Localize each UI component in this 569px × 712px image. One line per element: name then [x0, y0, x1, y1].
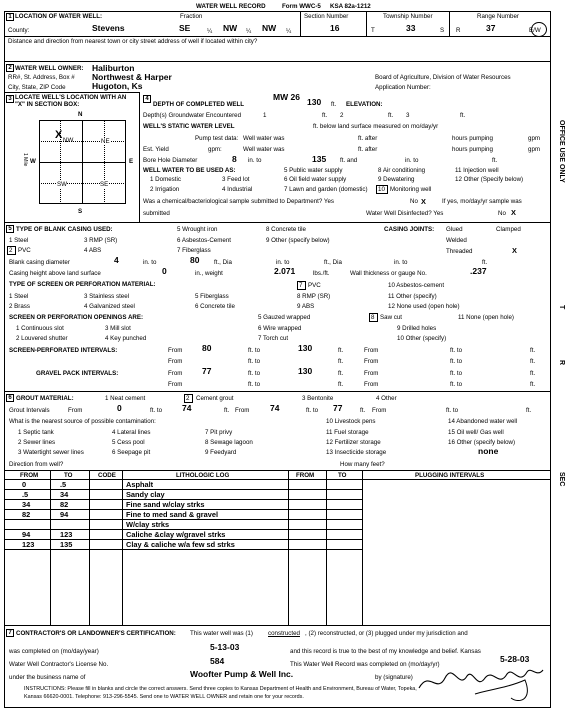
gw-ft-2: ft. [388, 112, 394, 119]
license-label: Water Well Contractor's License No. [9, 661, 109, 668]
gravel-intervals-label: GRAVEL PACK INTERVALS: [36, 370, 119, 377]
side-t-label: T [558, 305, 565, 310]
spi-ft-to-4: ft. to [450, 358, 463, 365]
log-row-to: 94 [60, 510, 69, 519]
gi-ft-to-3: ft. to [446, 407, 459, 414]
form-number: Form WWC-5 [282, 3, 321, 10]
south-label: S [78, 208, 83, 215]
blank-ft: ft. [482, 259, 488, 266]
borehole-value: 8 [232, 154, 237, 164]
gpi-from-2: From [364, 370, 379, 377]
quarter-mark-3: ¼ [286, 28, 292, 35]
monitoring-well-id: MW 26 [273, 92, 300, 102]
record-date-label: This Water Well Record was completed on (mo/day/yr) [290, 661, 440, 668]
quarter-mark-2: ¼ [246, 28, 252, 35]
gpi-from-4: From [364, 381, 379, 388]
borehole-ft-and: ft. and [340, 157, 358, 164]
blank-in-to-3: in. to [394, 259, 408, 266]
casing-2-number: 2 [9, 247, 13, 254]
casing-height-label: Casing height above land surface [9, 270, 101, 277]
grout-label: GROUT MATERIAL: [16, 395, 74, 402]
log-row-to: 135 [60, 540, 73, 549]
blank-in-to-2: in. to [276, 259, 290, 266]
screen-type-label: TYPE OF SCREEN OR PERFORATION MATERIAL: [9, 281, 156, 288]
section-number-1: 1 [6, 13, 14, 21]
nw-label: NW [63, 137, 74, 144]
form-border [4, 11, 551, 708]
form-title: WATER WELL RECORD [196, 3, 266, 10]
township-prefix: T [371, 27, 375, 34]
township-value: 33 [406, 23, 416, 33]
range-value: 37 [486, 23, 496, 33]
log-header-code: CODE [98, 472, 116, 479]
screen-7: PVC [308, 282, 321, 289]
section-number-6: 6 [6, 394, 14, 402]
joint-glued: Glued [446, 226, 463, 233]
screen-1: 1 Steel [9, 293, 29, 300]
gi1-from-value: 0 [117, 403, 122, 413]
gpi-to-value: 130 [298, 366, 313, 376]
spi-from-2: From [364, 347, 379, 354]
opening-8-number: 8 [371, 314, 375, 321]
contam-6: 6 Seepage pit [112, 449, 151, 456]
gi-ft-from: ft. [224, 407, 230, 414]
section-number-7: 7 [6, 629, 14, 637]
opening-4: 4 Key punched [105, 335, 147, 342]
gpi-ft-1: ft. [338, 370, 344, 377]
log-header-litho: LITHOLOGIC LOG [176, 472, 230, 479]
casing-height-value: 0 [162, 266, 167, 276]
se-label: SE [100, 181, 109, 188]
casing-9: 9 Other (specify below) [266, 237, 330, 244]
gpi-ft-3: ft. [338, 381, 344, 388]
direction-label: Direction from well? [9, 461, 64, 468]
certification-text-1: This water well was (1) [190, 630, 253, 637]
spi-ft-3: ft. [338, 358, 344, 365]
contam-13: 13 Insecticide storage [326, 449, 387, 456]
gi-ft-to-2: ft. to [306, 407, 319, 414]
log-row-desc: Fine sand w/clay strks [126, 500, 205, 509]
county-value: Stevens [92, 23, 125, 33]
sw-label: SW [57, 181, 67, 188]
log-row-to: 34 [60, 490, 69, 499]
opening-8: Saw cut [380, 314, 403, 321]
section-number-3: 3 [6, 95, 14, 103]
log-row-from: 94 [22, 530, 31, 539]
gw-3: 3 [406, 112, 410, 119]
opening-7: 7 Torch cut [258, 335, 289, 342]
use-4: 4 Industrial [222, 186, 253, 193]
log-row-desc: Caliche &clay w/gravel strks [126, 530, 226, 539]
use-12: 12 Other (Specify below) [455, 176, 524, 183]
opening-10: 10 Other (specify) [397, 335, 447, 342]
log-row-to: .5 [60, 480, 67, 489]
blank-to-value: 80 [190, 255, 200, 265]
log-row-desc: W/clay strks [126, 520, 170, 529]
log-row-desc: Asphalt [126, 480, 154, 489]
casing-type-label: TYPE OF BLANK CASING USED: [16, 226, 113, 233]
spi-to-value: 130 [298, 343, 313, 353]
casing-joints-label: CASING JOINTS: [384, 226, 435, 233]
gpi-ft-4: ft. [530, 381, 536, 388]
quarter-mark-1: ¼ [207, 28, 213, 35]
locate-label: LOCATE WELL'S LOCATION WITH AN "X" IN SECTION BOX: [15, 94, 127, 108]
gi-ft-to-1: ft. to [150, 407, 163, 414]
log-header-from: FROM [20, 472, 39, 479]
use-1: 1 Domestic [150, 176, 181, 183]
gpi-from-1: From [168, 370, 183, 377]
completed-label: was completed on (mo/day/year) [9, 648, 99, 655]
log-row-from: 82 [22, 510, 31, 519]
casing-lbs-ft: lbs./ft. [313, 270, 330, 277]
gw-2: 2 [340, 112, 344, 119]
wall-thickness-value: .237 [470, 266, 487, 276]
log-row-from: 123 [22, 540, 35, 549]
grout-2-number: 2 [186, 395, 190, 402]
instructions-line-1: INSTRUCTIONS: Please fill in blanks and circle the correct answers. Send three copies to Kansas Department of Health and Environment, Bureau of Water, Topeka, [24, 686, 417, 692]
pump-ft-after: ft. after [358, 135, 378, 142]
signature-label: by (signature) [375, 674, 413, 681]
spi-from-3: From [168, 358, 183, 365]
gpi-from-value: 77 [202, 366, 212, 376]
contam-7: 7 Pit privy [205, 429, 233, 436]
west-label: W [30, 158, 36, 165]
quarter-2-value: NW [223, 23, 238, 33]
depth-label: DEPTH OF COMPLETED WELL [153, 101, 245, 108]
depth-value: 130 [307, 97, 322, 107]
casing-weight-value: 2.071 [274, 266, 296, 276]
pump-well-water: Well water was [243, 135, 285, 142]
gpi-ft-to-1: ft. to [248, 370, 261, 377]
opening-1: 1 Continuous slot [16, 325, 64, 332]
gi-from-1: From [68, 407, 83, 414]
borehole-to-value: 135 [312, 154, 327, 164]
grout-2: Cement grout [196, 395, 234, 402]
gi1-to-value: 74 [182, 403, 192, 413]
gi-ft-2: ft. [360, 407, 366, 414]
bact-label: Was a chemical/bacteriological sample submitted to Department? Yes [143, 198, 334, 205]
contam-2: 2 Sewer lines [18, 439, 56, 446]
log-row-from: .5 [22, 490, 29, 499]
groundwater-label: Depth(s) Groundwater Encountered [143, 112, 242, 119]
log-row-desc: Clay & caliche w/a few sd strks [126, 540, 235, 549]
pump-hours: hours pumping [452, 135, 493, 142]
submitted-label: submitted [143, 210, 170, 217]
log-row-desc: Sandy clay [126, 490, 165, 499]
blank-ft-dia-2: ft., Dia [324, 259, 342, 266]
grout-1: 1 Neat cement [105, 395, 146, 402]
screen-9: 9 ABS [297, 303, 315, 310]
section-number-5: 5 [6, 225, 14, 233]
fraction-label: Fraction [180, 13, 203, 20]
joint-welded: Welded [446, 237, 467, 244]
county-label: County: [8, 27, 30, 34]
use-label: WELL WATER TO BE USED AS: [143, 167, 236, 174]
quarter-3-value: NW [262, 23, 277, 33]
borehole-ft: ft. [492, 157, 498, 164]
owner-value: Haliburton [92, 63, 135, 73]
wall-thickness-label: Wall thickness or gauge No. [350, 270, 427, 277]
completed-value: 5-13-03 [210, 642, 240, 652]
screen-12: 12 None used (open hole) [388, 303, 460, 310]
contam-15: 15 Oil well/ Gas well [448, 429, 504, 436]
section-number-2: 2 [6, 64, 14, 72]
grout-3: 3 Bentonite [302, 395, 334, 402]
address-value: Northwest & Harper [92, 72, 172, 82]
spi-ft-to-2: ft. to [450, 347, 463, 354]
range-prefix: R [456, 27, 461, 34]
bact-x: X [421, 197, 426, 206]
signature-image [415, 660, 550, 705]
gpi-ft-to-3: ft. to [248, 381, 261, 388]
township-direction: S [440, 27, 445, 34]
spi-ft-4: ft. [530, 358, 536, 365]
gpi-ft-2: ft. [530, 370, 536, 377]
screen-8: 8 RMP (SR) [297, 293, 331, 300]
business-value: Woofter Pump & Well Inc. [190, 669, 294, 679]
casing-5: 5 Wrought iron [177, 226, 218, 233]
spi-ft-1: ft. [338, 347, 344, 354]
log-row-from: 0 [22, 480, 27, 489]
contam-8: 8 Sewage lagoon [205, 439, 253, 446]
use-8: 8 Air conditioning [378, 167, 426, 174]
gi2-to-value: 77 [333, 403, 343, 413]
static-level-rest: ft. below land surface measured on mo/day/yr [313, 123, 439, 130]
pump-test-label: Pump test data: [195, 135, 239, 142]
section-number-value: 16 [330, 23, 340, 33]
range-label: Range Number [477, 13, 519, 20]
blank-ft-dia: ft., Dia [214, 259, 232, 266]
bact-no: No [410, 198, 418, 205]
opening-9: 9 Drilled holes [397, 325, 437, 332]
casing-weight-label: in., weight [195, 270, 223, 277]
spi-ft-2: ft. [530, 347, 536, 354]
mile-label: 1 Mile [22, 153, 28, 167]
opening-3: 3 Mill slot [105, 325, 131, 332]
location-label: LOCATION OF WATER WELL: [15, 13, 103, 20]
gpi-ft-to-2: ft. to [450, 370, 463, 377]
contam-3: 3 Watertight sewer lines [18, 449, 84, 456]
gpi-from-3: From [168, 381, 183, 388]
office-use-label: OFFICE USE ONLY [558, 120, 565, 183]
joint-threaded: Threaded [446, 248, 473, 255]
yield-gpm-2: gpm [528, 146, 541, 153]
north-label: N [78, 111, 83, 118]
spi-from-value: 80 [202, 343, 212, 353]
opening-6: 6 Wire wrapped [258, 325, 302, 332]
contam-12: 12 Fertilizer storage [326, 439, 381, 446]
log-row-desc: Fine to med sand & gravel [126, 510, 218, 519]
use-9: 9 Dewatering [378, 176, 415, 183]
disinfected-label: Water Well Disinfected? Yes [366, 210, 444, 217]
gi-ft-3: ft. [526, 407, 532, 414]
section-number-4: 4 [143, 95, 151, 103]
contam-4: 4 Lateral lines [112, 429, 151, 436]
log-header-from-2: FROM [296, 472, 315, 479]
yield-gpm: gpm: [208, 146, 222, 153]
quarter-1-value: SE [179, 23, 191, 33]
gw-1: 1 [263, 112, 267, 119]
casing-6: 6 Asbestos-Cement [177, 237, 231, 244]
contam-14: 14 Abandoned water well [448, 418, 518, 425]
address-label: RR#, St. Address, Box # [8, 74, 75, 81]
range-direction: E/W [529, 27, 541, 34]
spi-ft-to-3: ft. to [248, 358, 261, 365]
opening-5: 5 Gauzed wrapped [258, 314, 311, 321]
screen-4: 4 Galvanized steel [84, 303, 135, 310]
use-10-number: 10 [378, 186, 385, 193]
yield-well-water: Well water was [243, 146, 285, 153]
grout-intervals-label: Grout Intervals [9, 407, 50, 414]
contam-9: 9 Feedyard [205, 449, 237, 456]
borehole-in-to-2: in. to [405, 157, 419, 164]
certification-label: CONTRACTOR'S OR LANDOWNER'S CERTIFICATION: [16, 630, 176, 637]
disinfected-no: No [498, 210, 506, 217]
certification-text-3: and this record is true to the best of my knowledge and belief. Kansas [290, 648, 481, 655]
contam-16: 16 Other (specify below) [448, 439, 516, 446]
pump-gpm: gpm [528, 135, 541, 142]
city-label: City, State, ZIP Code [8, 84, 66, 91]
blank-dia-label: Blank casing diameter [9, 259, 70, 266]
use-11: 11 Injection well [455, 167, 499, 174]
joint-clamped: Clamped [496, 226, 521, 233]
ne-label: NE [101, 138, 110, 145]
screen-2: 2 Brass [9, 303, 30, 310]
contam-5: 5 Cess pool [112, 439, 145, 446]
blank-dia-value: 4 [114, 255, 119, 265]
opening-2: 2 Louvered shutter [16, 335, 68, 342]
borehole-label: Bore Hole Diameter [143, 157, 198, 164]
blank-in-to: in. to [143, 259, 157, 266]
casing-7: 7 Fiberglass [177, 247, 211, 254]
board-label: Board of Agriculture, Division of Water Resources [375, 74, 511, 81]
openings-label: SCREEN OR PERFORATION OPENINGS ARE: [9, 314, 144, 321]
use-3: 3 Feed lot [222, 176, 250, 183]
spi-from-4: From [364, 358, 379, 365]
log-row-to: 82 [60, 500, 69, 509]
log-row-from: 34 [22, 500, 31, 509]
grout-4: 4 Other [376, 395, 397, 402]
borehole-in-to: in. to [248, 157, 262, 164]
ksa-number: KSA 82a-1212 [330, 3, 371, 10]
range-direction-circle [531, 22, 547, 37]
use-5: 5 Public water supply [284, 167, 343, 174]
casing-8: 8 Concrete tile [266, 226, 306, 233]
spi-ft-to-1: ft. to [248, 347, 261, 354]
screen-6: 6 Concrete tile [195, 303, 235, 310]
screen-3: 3 Stainless steel [84, 293, 130, 300]
casing-1: 1 Steel [9, 237, 29, 244]
casing-3: 3 RMP (SR) [84, 237, 118, 244]
use-6: 6 Oil field water supply [284, 176, 347, 183]
casing-2: PVC [18, 247, 31, 254]
screen-7-number: 7 [299, 282, 303, 289]
log-row-to: 123 [60, 530, 73, 539]
contamination-label: What is the nearest source of possible contamination: [9, 418, 156, 425]
how-many-feet-label: How many feet? [340, 461, 385, 468]
screen-intervals-label: SCREEN-PERFORATED INTERVALS: [9, 347, 118, 354]
disinfected-x: X [511, 208, 516, 217]
joint-threaded-x: X [512, 246, 517, 255]
contam-1: 1 Septic tank [18, 429, 54, 436]
distance-label: Distance and direction from nearest town or city street address of well if located within city? [8, 38, 258, 45]
section-number-label: Section Number [304, 13, 349, 20]
gpi-ft-to-4: ft. to [450, 381, 463, 388]
township-label: Township Number [383, 13, 433, 20]
city-value: Hugoton, Ks [92, 81, 143, 91]
side-sec-label: SEC [558, 472, 565, 487]
static-level-label: WELL'S STATIC WATER LEVEL [143, 123, 235, 130]
side-r-label: R [558, 360, 565, 366]
contam-10: 10 Livestock pens [326, 418, 376, 425]
log-header-plugging: PLUGGING INTERVALS [415, 472, 485, 479]
well-location-x-mark: X [55, 129, 63, 141]
log-header-to: TO [64, 472, 73, 479]
gw-ft-3: ft. [460, 112, 466, 119]
east-label: E [129, 158, 134, 165]
elevation-label: ELEVATION: [346, 101, 383, 108]
use-10: Monitoring well [390, 186, 432, 193]
spi-from-1: From [168, 347, 183, 354]
yield-ft-after: ft. after [358, 146, 378, 153]
record-date-value: 5-28-03 [500, 654, 530, 664]
depth-unit: ft. [331, 101, 337, 108]
gi-from-3: From [372, 407, 387, 414]
contam-16-value: none [478, 446, 499, 456]
log-header-to-2: TO [338, 472, 347, 479]
screen-5: 5 Fiberglass [195, 293, 229, 300]
gi-from-2: From [235, 407, 250, 414]
screen-10: 10 Asbestos-cement [388, 282, 445, 289]
owner-label: WATER WELL OWNER: [15, 65, 84, 72]
bact-rest: If yes, mo/day/yr sample was [442, 198, 522, 205]
yield-hours: hours pumping [452, 146, 493, 153]
business-label: under the business name of [9, 674, 86, 681]
gi2-from-value: 74 [270, 403, 280, 413]
use-2: 2 Irrigation [150, 186, 180, 193]
application-label: Application Number: [375, 84, 431, 91]
certification-text-2: , (2) reconstructed, or (3) plugged under my jurisdiction and [305, 630, 468, 637]
opening-11: 11 None (open hole) [458, 314, 514, 321]
screen-11: 11 Other (specify) [388, 293, 437, 300]
instructions-line-2: Kansas 66620-0001. Telephone: 913-296-5545. Send one to WATER WELL OWNER and retain one for your records. [24, 694, 304, 700]
license-value: 584 [210, 656, 225, 666]
casing-4: 4 ABS [84, 247, 102, 254]
contam-11: 11 Fuel storage [326, 429, 369, 436]
yield-label: Est. Yield [143, 146, 169, 153]
certification-constructed: constructed [268, 630, 300, 637]
gw-ft-1: ft. [322, 112, 328, 119]
use-7: 7 Lawn and garden (domestic) [284, 186, 368, 193]
